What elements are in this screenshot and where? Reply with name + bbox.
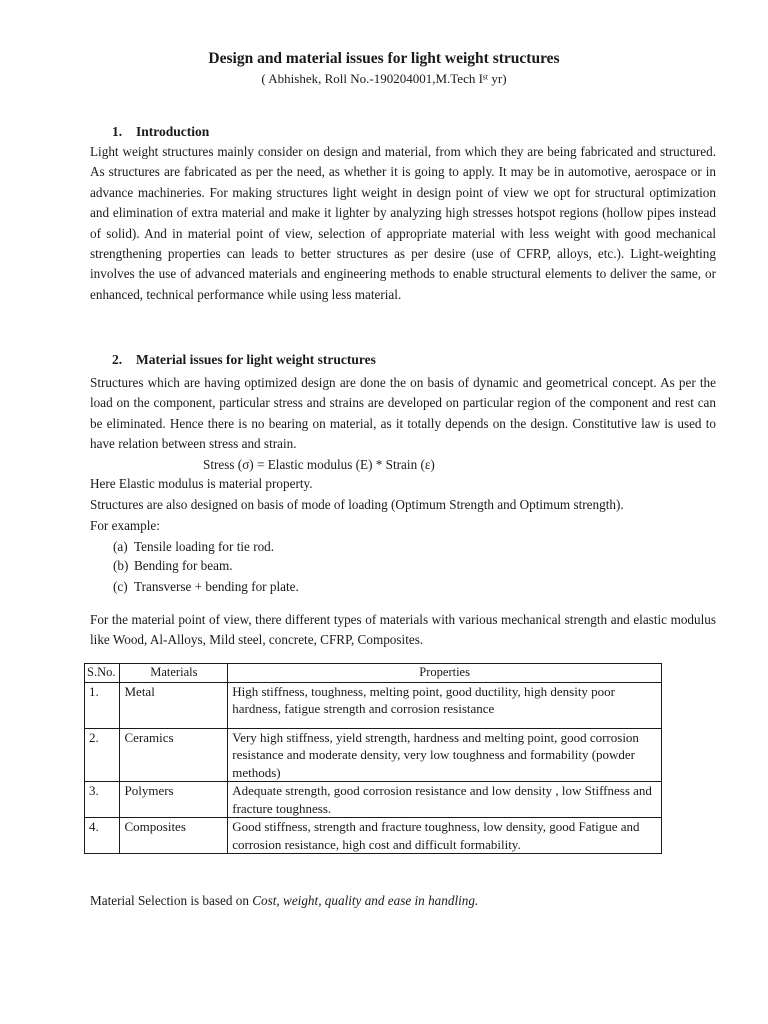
table-cell-material: Composites [120, 818, 228, 854]
list-marker: (b) [113, 558, 129, 573]
section-1-heading [112, 123, 209, 141]
loading-mode-line: Structures are also designed on basis of mode of loading (Optimum Strength and Optimum strength). [90, 497, 624, 512]
section-1-body: Light weight structures mainly consider on design and material, from which they are being fabricated and structured. As structures are fabricated as per the need, as whether it is going to apply. It may be in automotive, aerospace or in advance machineries. For making structures light weight in design point of view we opt for structural optimization and elimination of extra material and make it lighter by analyzing high stresses hotspot regions (hollow pipes instead of solid). And in material point of view, selection of appropriate material with less weight with good mechanical strengthening properties can leads to better structures as per desire (use of CFRP, alloys, etc.). Light-weighting involves the use of advanced materials and engineering methods to enable structural elements to deliver the same, or enhanced, technical performance while using less material. [90, 144, 716, 302]
table-cell-material: Metal [120, 682, 228, 728]
list-item-text: Tensile loading for tie rod. [134, 539, 275, 554]
materials-properties-table [84, 663, 662, 854]
list-item-text: Transverse + bending for plate. [134, 579, 299, 594]
for-example-line: For example: [90, 518, 160, 533]
table-header-sno: S.No. [85, 664, 120, 683]
section-1-number: 1. [112, 124, 123, 139]
table-cell-sno: 2. [85, 728, 120, 782]
table-cell-properties: Adequate strength, good corrosion resistance and low density , low Stiffness and fracture toughness. [228, 782, 662, 818]
section-1-heading-text: Introduction [136, 124, 210, 139]
table-header-materials: Materials [120, 664, 228, 683]
table-header-row [85, 664, 662, 683]
section-2-number: 2. [112, 352, 123, 367]
table-row [85, 682, 662, 728]
section-2-heading-text: Material issues for light weight structures [136, 352, 376, 367]
closing-prefix: Material Selection is based on [90, 893, 253, 908]
materials-intro: For the material point of view, there different types of materials with various mechanical strength and elastic modulus like Wood, Al-Alloys, Mild steel, concrete, CFRP, Composites. [90, 612, 716, 648]
table-row [85, 782, 662, 818]
example-item-b [113, 556, 233, 575]
stress-strain-formula: Stress (σ) = Elastic modulus (E) * Strain (ε) [203, 457, 435, 472]
list-item-text: Bending for beam. [134, 558, 233, 573]
table-cell-properties: Very high stiffness, yield strength, hardness and melting point, good corrosion resistance and moderate density, very low toughness and formability (powder methods) [228, 728, 662, 782]
elastic-modulus-note: Here Elastic modulus is material property. [90, 476, 313, 491]
closing-emphasis: Cost, weight, quality and ease in handling. [252, 893, 479, 908]
table-cell-properties: High stiffness, toughness, melting point, good ductility, high density poor hardness, fatigue strength and corrosion resistance [228, 682, 662, 728]
table-cell-properties: Good stiffness, strength and fracture toughness, low density, good Fatigue and corrosion resistance, high cost and difficult formability. [228, 818, 662, 854]
example-item-c [113, 577, 299, 596]
table-cell-sno: 4. [85, 818, 120, 854]
document-title: Design and material issues for light weight structures [208, 50, 560, 67]
section-2-heading [112, 351, 376, 369]
example-item-a [113, 537, 274, 556]
list-marker: (c) [113, 579, 128, 594]
table-row [85, 728, 662, 782]
table-cell-material: Polymers [120, 782, 228, 818]
table-cell-sno: 1. [85, 682, 120, 728]
table-cell-sno: 3. [85, 782, 120, 818]
section-2-body: Structures which are having optimized design are done the on basis of dynamic and geometrical concept. As per the load on the component, particular stress and strains are developed on particular region of the component and rest can be eliminated. Hence there is no bearing on material, as it totally depends on the design. Constitutive law is used to have relation between stress and strain. [90, 375, 716, 452]
list-marker: (a) [113, 539, 128, 554]
table-header-properties: Properties [228, 664, 662, 683]
material-selection-statement [90, 891, 478, 910]
document-subtitle: ( Abhishek, Roll No.-190204001,M.Tech Iˢᵗ yr) [261, 71, 507, 86]
table-row [85, 818, 662, 854]
table-cell-material: Ceramics [120, 728, 228, 782]
